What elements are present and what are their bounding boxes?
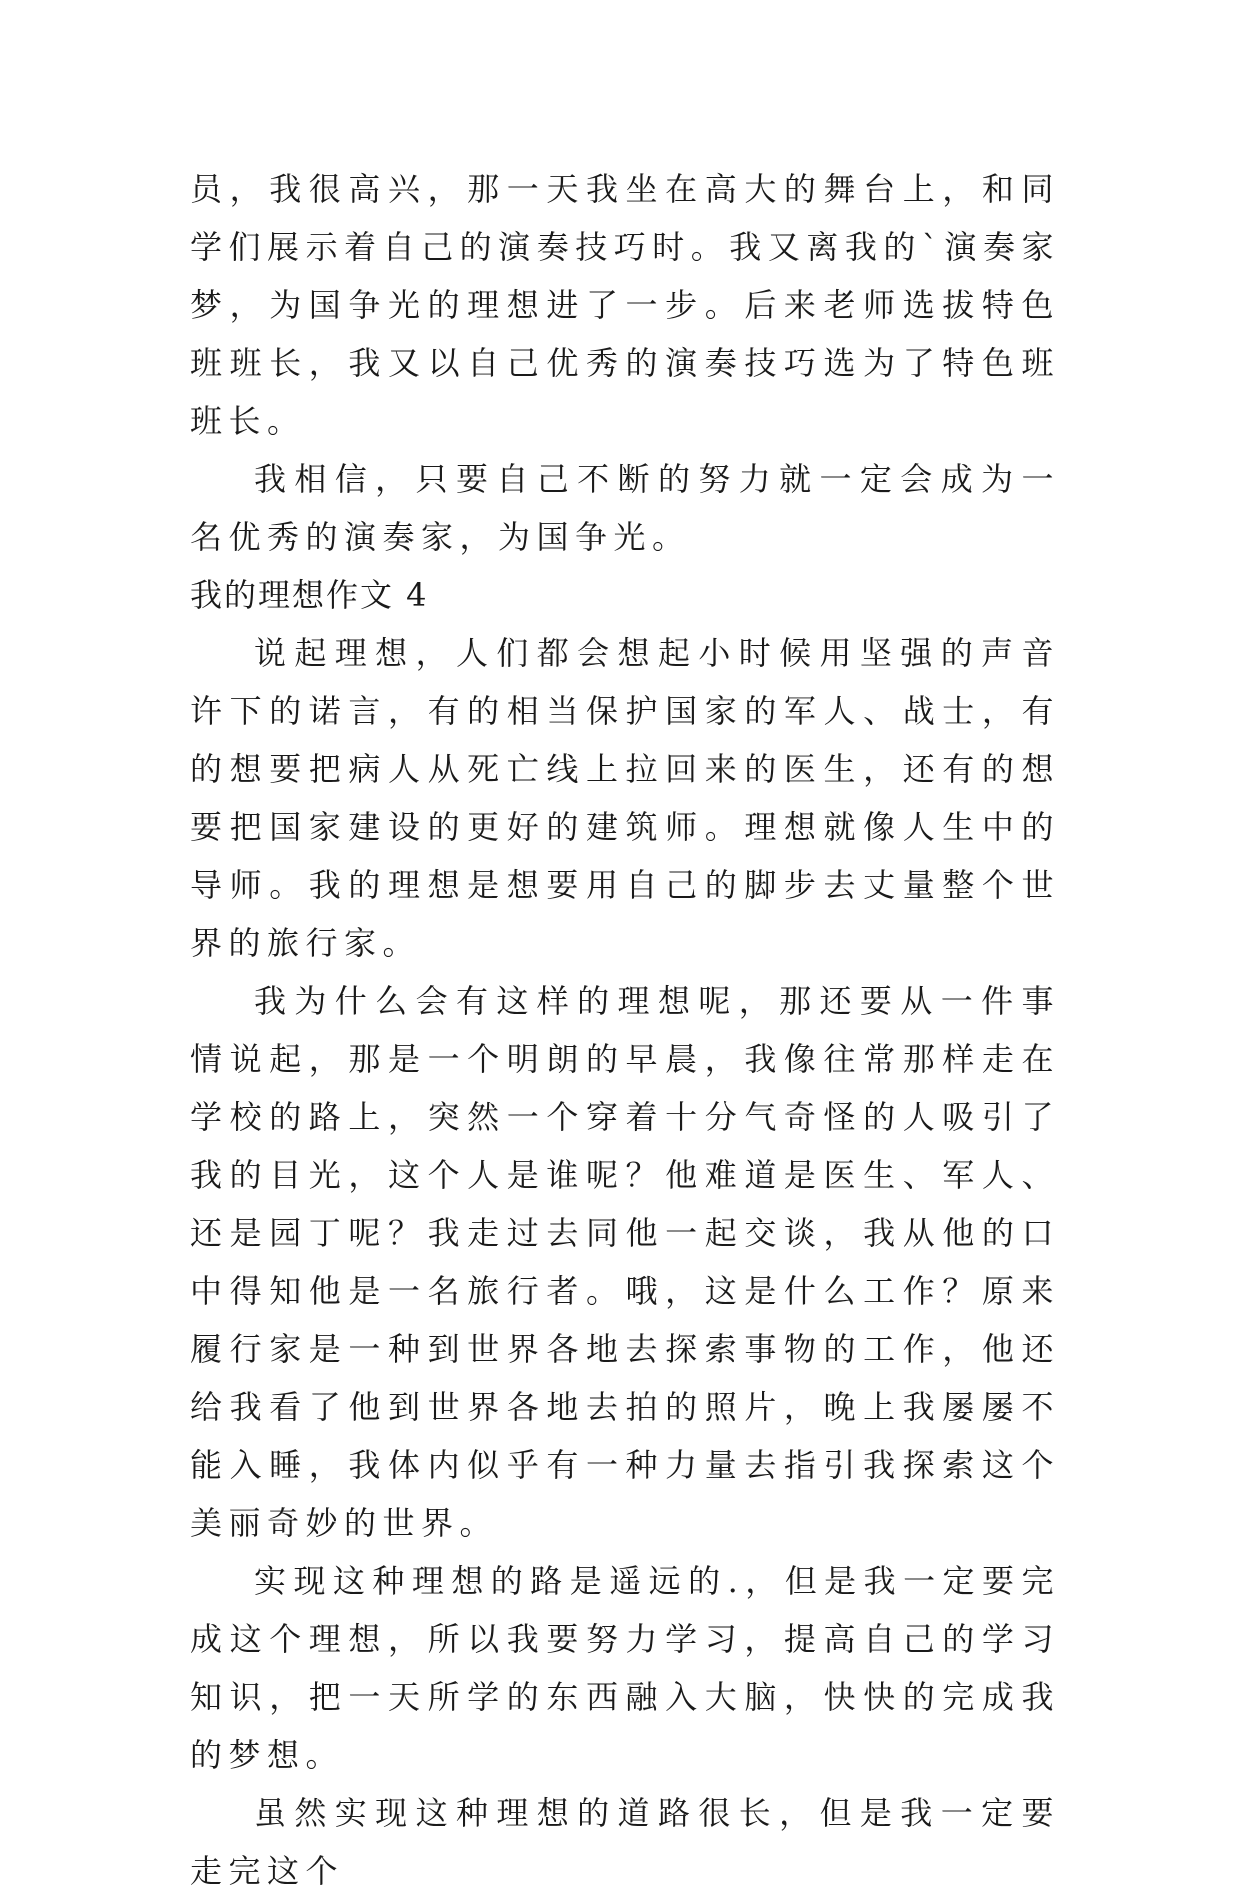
paragraph: 虽然实现这种理想的道路很长，但是我一定要走完这个: [190, 1794, 1060, 1890]
section-heading: 我的理想作文 4: [190, 576, 429, 614]
paragraph: 我相信，只要自己不断的努力就一定会成为一名优秀的演奏家，为国争光。: [190, 460, 1060, 556]
paragraph: 说起理想，人们都会想起小时候用坚强的声音许下的诺言，有的相当保护国家的军人、战士，有的想要把病人从死亡线上拉回来的医生，还有的想要把国家建设的更好的建筑师。理想就像人生中的导师。我的理想是想要用自己的脚步去丈量整个世界的旅行家。: [190, 634, 1060, 962]
paragraph: 我为什么会有这样的理想呢，那还要从一件事情说起，那是一个明朗的早晨，我像往常那样走在学校的路上，突然一个穿着十分气奇怪的人吸引了我的目光，这个人是谁呢？他难道是医生、军人、还是园丁呢？我走过去同他一起交谈，我从他的口中得知他是一名旅行者。哦，这是什么工作？原来履行家是一种到世界各地去探索事物的工作，他还给我看了他到世界各地去拍的照片，晚上我屡屡不能入睡，我体内似乎有一种力量去指引我探索这个美丽奇妙的世界。: [190, 982, 1060, 1542]
paragraph-continuation: 员，我很高兴，那一天我坐在高大的舞台上，和同学们展示着自己的演奏技巧时。我又离我的`演奏家梦，为国争光的理想进了一步。后来老师选拔特色班班长，我又以自己优秀的演奏技巧选为了特色班班长。: [190, 170, 1060, 440]
document-body: [190, 160, 1060, 1900]
paragraph: 实现这种理想的路是遥远的.，但是我一定要完成这个理想，所以我要努力学习，提高自己的学习知识，把一天所学的东西融入大脑，快快的完成我的梦想。: [190, 1562, 1060, 1774]
